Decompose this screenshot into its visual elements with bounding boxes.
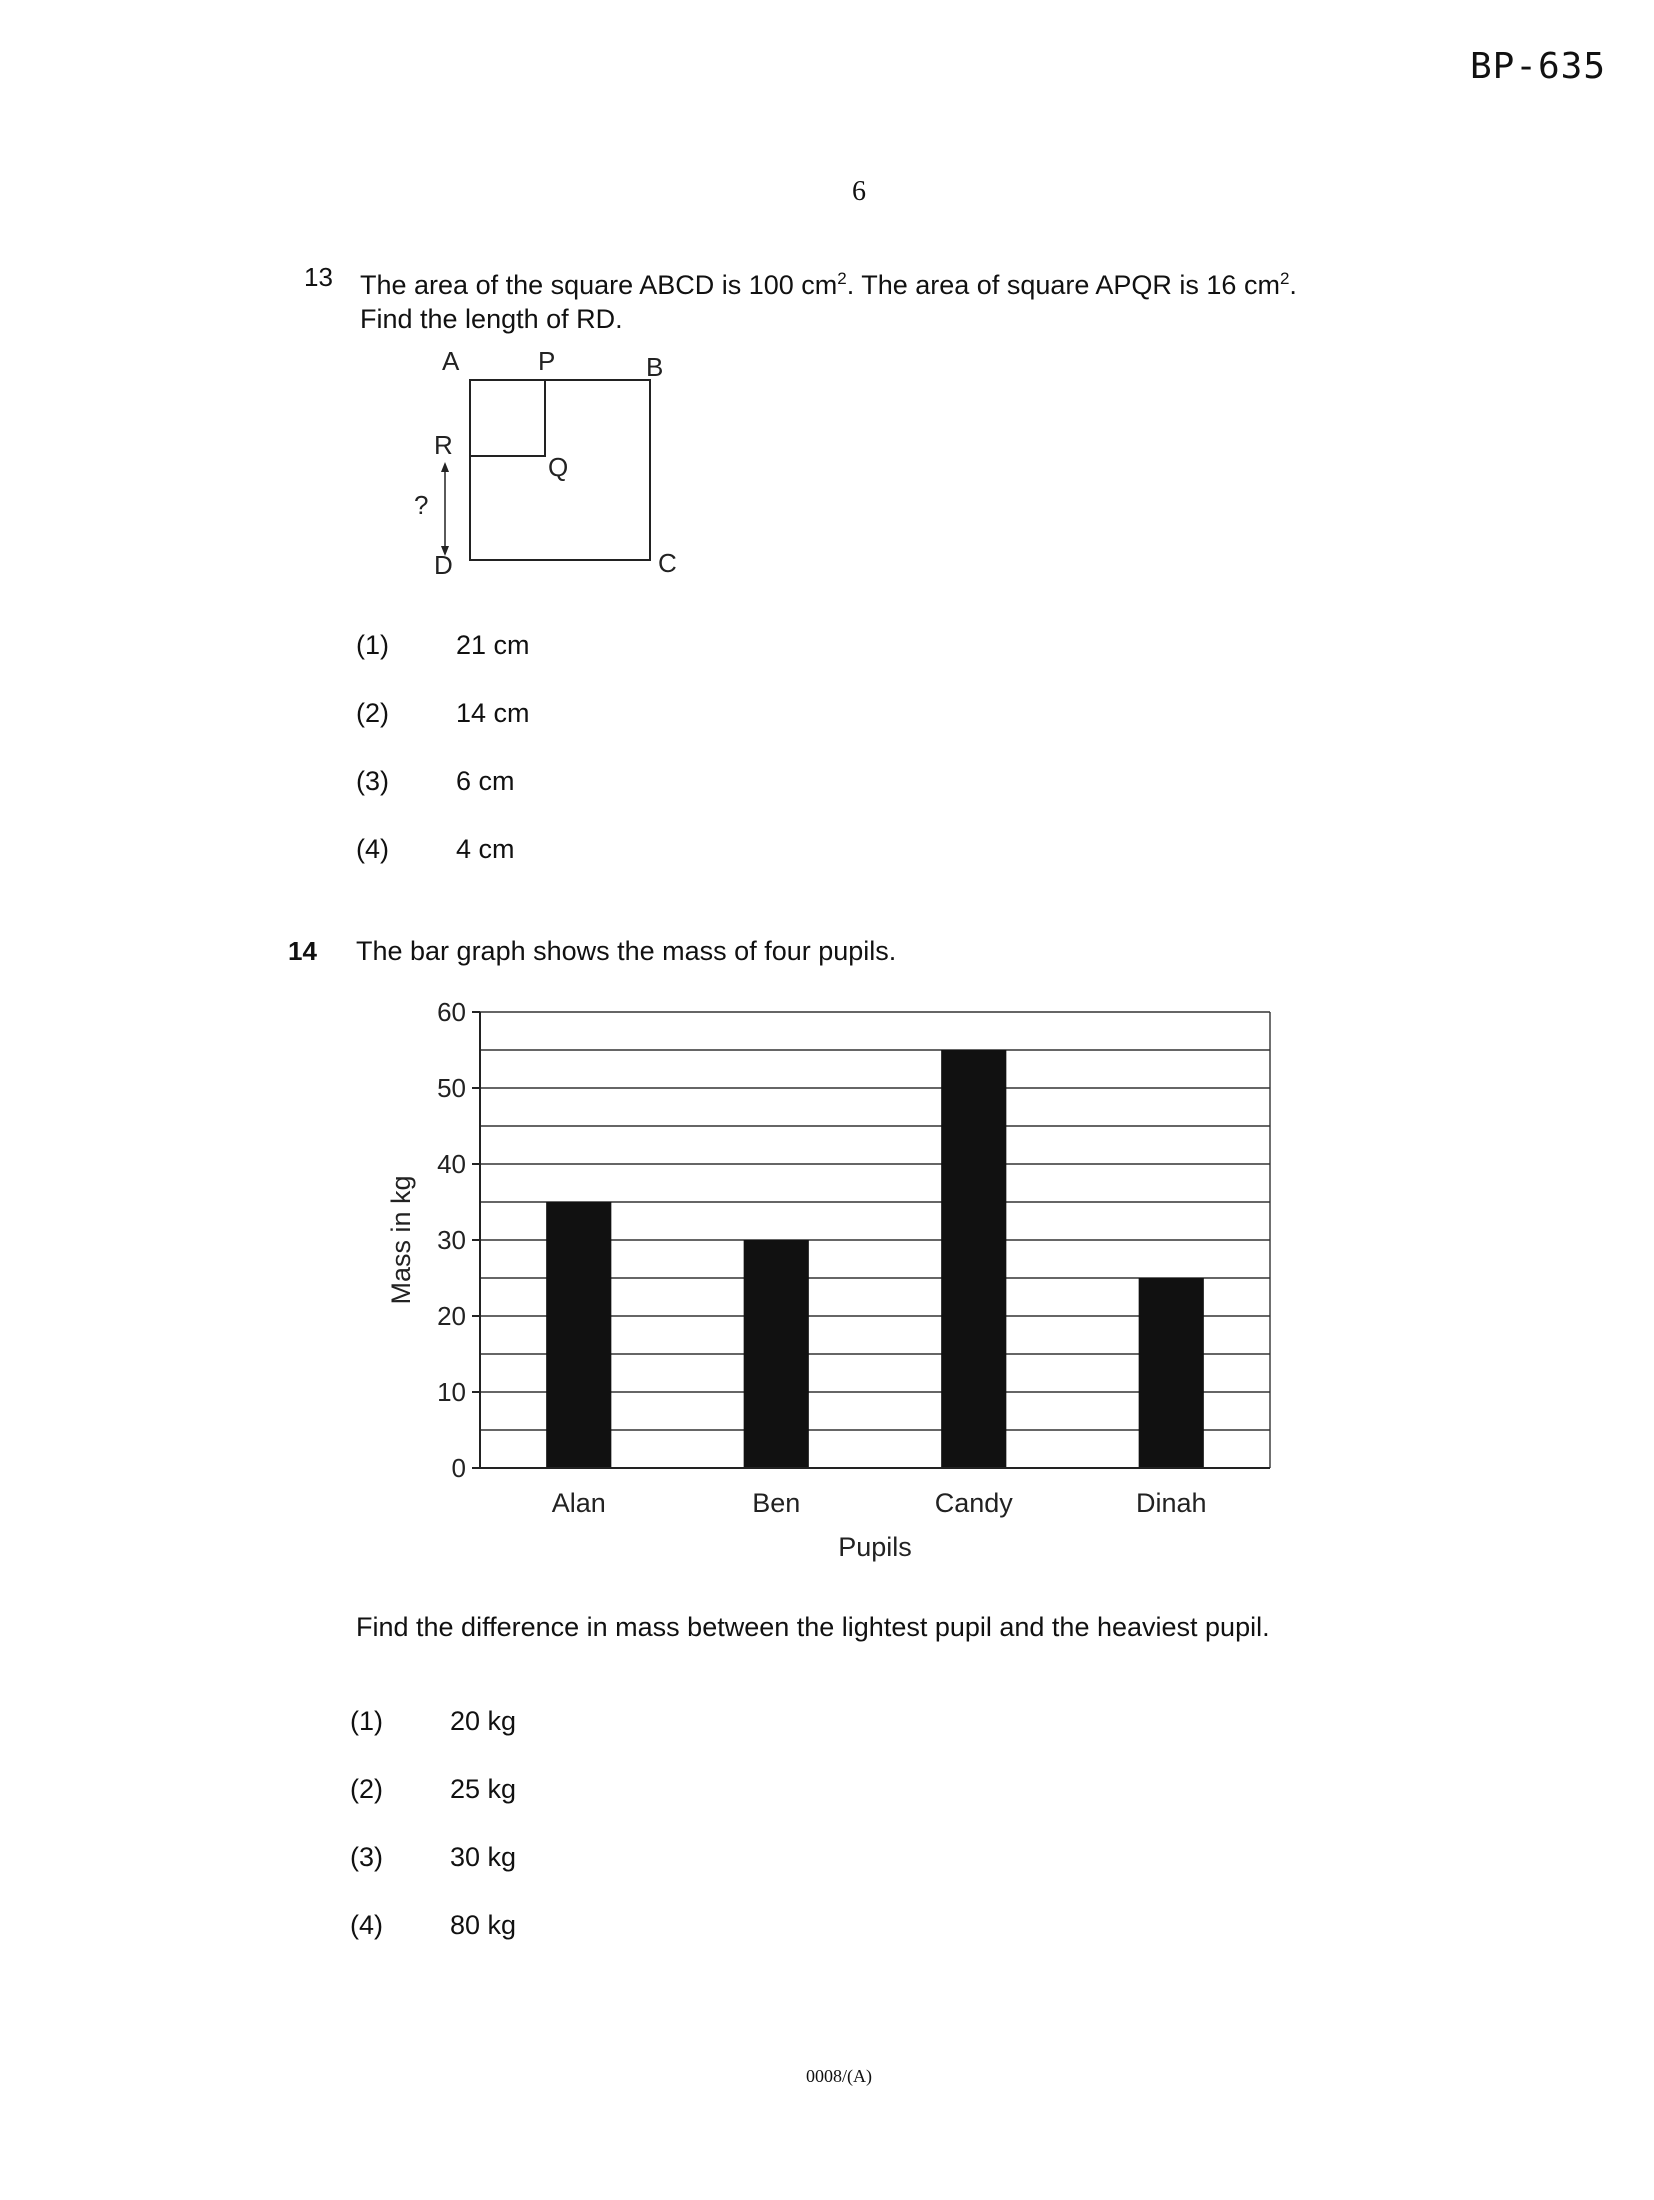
y-tick-label: 40: [437, 1149, 466, 1179]
chart-bars: [546, 1050, 1204, 1468]
y-tick-label: 10: [437, 1377, 466, 1407]
x-tick-label: Dinah: [1135, 1488, 1207, 1518]
y-axis-label: Mass in kg: [386, 1175, 416, 1305]
label-q: Q: [548, 452, 569, 482]
square-diagram: [400, 340, 720, 590]
question-13-number: 13: [304, 262, 333, 292]
y-tick-label: 0: [451, 1453, 466, 1483]
x-tick-label: Candy: [934, 1488, 1013, 1518]
label-p: P: [538, 346, 556, 376]
q14-option-2: (2) 25 kg: [350, 1774, 517, 1804]
question-13-line-2: Find the length of RD.: [360, 304, 623, 334]
label-unknown: ?: [414, 490, 429, 520]
q14-option-1: (1) 20 kg: [350, 1706, 517, 1736]
document-code: BP-635: [1469, 46, 1606, 87]
question-13-line-1: The area of the square ABCD is 100 $cm^2$. The area of square APQR is 16 $cm^2$.: [360, 269, 1297, 300]
y-tick-labels: [437, 997, 480, 1483]
footer-code: 0008/(A): [806, 2066, 872, 2086]
q13-option-2: (2) 14 cm: [356, 698, 530, 728]
y-tick-label: 30: [437, 1225, 466, 1255]
q13-option-1: (1) 21 cm: [356, 630, 530, 660]
y-tick-label: 20: [437, 1301, 466, 1331]
bar-candy: [941, 1050, 1006, 1468]
page-number: 6: [852, 176, 866, 207]
mass-bar-chart: [370, 990, 1290, 1570]
question-13-text: [360, 262, 1297, 336]
question-14-text: Find the difference in mass between the lightest pupil and the heaviest pupil.: [356, 1612, 1270, 1642]
label-d: D: [434, 550, 453, 580]
x-axis-label: Pupils: [838, 1532, 912, 1562]
arrow-up-icon: [441, 462, 449, 472]
square-apqr: [470, 380, 545, 456]
bar-dinah: [1139, 1278, 1204, 1468]
x-tick-label: Alan: [551, 1488, 606, 1518]
question-14-number: 14: [288, 936, 317, 966]
label-r: R: [434, 430, 453, 460]
y-tick-label: 50: [437, 1073, 466, 1103]
y-tick-label: 60: [437, 997, 466, 1027]
label-c: C: [658, 548, 677, 578]
x-tick-label: Ben: [752, 1488, 801, 1518]
q14-option-3: (3) 30 kg: [350, 1842, 517, 1872]
bar-ben: [744, 1240, 809, 1468]
q14-option-4: (4) 80 kg: [350, 1910, 517, 1940]
label-b: B: [646, 352, 664, 382]
question-14-intro: The bar graph shows the mass of four pupils.: [356, 936, 897, 966]
q13-option-4: (4) 4 cm: [356, 834, 515, 864]
label-a: A: [442, 346, 460, 376]
x-tick-labels: [552, 1488, 1207, 1518]
bar-alan: [546, 1202, 611, 1468]
q13-option-3: (3) 6 cm: [356, 766, 515, 796]
